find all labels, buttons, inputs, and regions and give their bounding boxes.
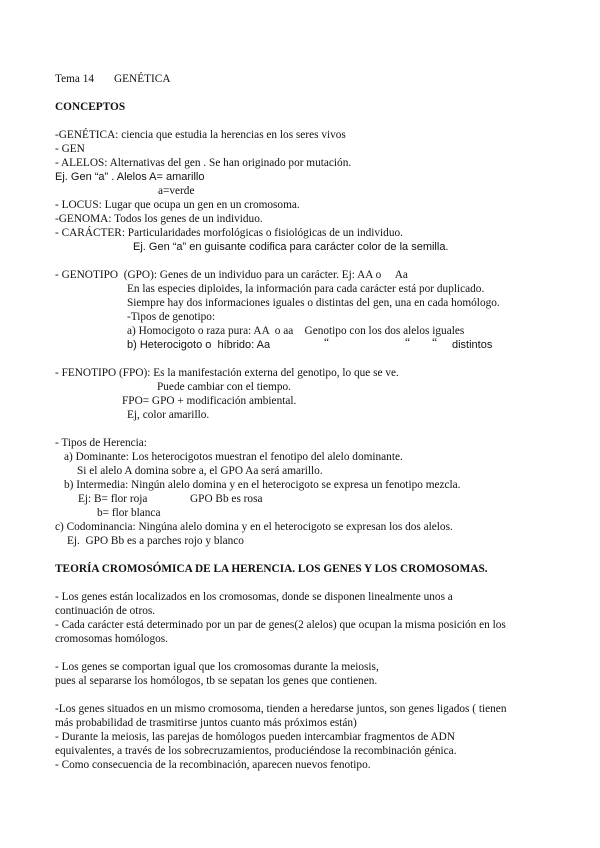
ditto-mark-3: “	[432, 337, 438, 349]
genotipo-distintos: distintos	[452, 339, 493, 351]
herencia-dominante: a) Dominante: Los heterocigotos muestran el fenotipo del alelo dominante.	[64, 451, 403, 463]
section-heading-conceptos: CONCEPTOS	[55, 101, 126, 113]
def-genoma: -GENOMA: Todos los genes de un individuo.	[55, 213, 263, 225]
example-gen: Ej. Gen “a” . Alelos A= amarillo	[55, 171, 205, 183]
section-heading-teoria: TEORÍA CROMOSÓMICA DE LA HERENCIA. LOS GENES Y LOS CROMOSOMAS.	[55, 563, 488, 575]
def-fenotipo: - FENOTIPO (FPO): Es la manifestación externa del genotipo, lo que se ve.	[55, 367, 399, 379]
fenotipo-line-1: Puede cambiar con el tiempo.	[157, 381, 291, 393]
herencia-intermedia-gpo: GPO Bb es rosa	[190, 493, 263, 505]
genotipo-line-2: Siempre hay dos informaciones iguales o distintas del gen, una en cada homólogo.	[127, 297, 500, 309]
example-gen-verde: a=verde	[158, 185, 195, 197]
herencia-heading: - Tipos de Herencia:	[55, 437, 147, 449]
ditto-mark-2: “	[405, 337, 411, 349]
topic-number: Tema 14	[55, 73, 95, 85]
herencia-dominante-ej: Si el alelo A domina sobre a, el GPO Aa será amarillo.	[77, 465, 323, 477]
teoria-p5-line1: - Durante la meiosis, las parejas de homólogos pueden intercambiar fragmentos de ADN	[55, 731, 455, 743]
example-caracter: Ej. Gen “a” en guisante codifica para carácter color de la semilla.	[133, 241, 449, 253]
fenotipo-line-3: Ej, color amarillo.	[127, 409, 210, 421]
genotipo-line-1: En las especies diploides, la información para cada carácter está por duplicado.	[127, 283, 485, 295]
herencia-intermedia-blanca: b= flor blanca	[97, 507, 161, 519]
ditto-mark-1: “	[324, 337, 330, 349]
herencia-intermedia: b) Intermedia: Ningún alelo domina y en el heterocigoto se expresa un fenotipo mezcla.	[64, 479, 461, 491]
herencia-codominancia-ej: Ej. GPO Bb es a parches rojo y blanco	[67, 535, 244, 547]
teoria-p6: - Como consecuencia de la recombinación, aparecen nuevos fenotipo.	[55, 759, 371, 771]
teoria-p4-line2: más probabilidad de trasmitirse juntos cuanto más próximos están)	[55, 717, 357, 729]
teoria-p1-line1: - Los genes están localizados en los cromosomas, donde se disponen linealmente unos a	[55, 591, 453, 603]
def-gen: - GEN	[55, 143, 85, 155]
teoria-p2-line1: - Cada carácter está determinado por un par de genes(2 alelos) que ocupan la misma posición en los	[55, 619, 506, 631]
def-alelos: - ALELOS: Alternativas del gen . Se han originado por mutación.	[55, 157, 352, 169]
genotipo-line-3: -Tipos de genotipo:	[127, 311, 216, 323]
genotipo-homocigoto: a) Homocigoto o raza pura: AA o aa Genotipo con los dos alelos iguales	[127, 325, 465, 337]
fenotipo-line-2: FPO= GPO + modificación ambiental.	[122, 395, 297, 407]
def-caracter: - CARÁCTER: Particularidades morfológicas o fisiológicas de un individuo.	[55, 227, 403, 239]
herencia-codominancia: c) Codominancia: Ningúna alelo domina y en el heterocigoto se expresan los dos alelos.	[55, 521, 453, 533]
topic-title: GENÉTICA	[114, 73, 171, 85]
def-locus: - LOCUS: Lugar que ocupa un gen en un cromosoma.	[55, 199, 300, 211]
teoria-p4-line1: -Los genes situados en un mismo cromosoma, tienden a heredarse juntos, son genes ligados ( tienen	[55, 703, 507, 715]
teoria-p2-line2: cromosomas homólogos.	[55, 633, 168, 645]
teoria-p1-line2: continuación de otros.	[55, 605, 156, 617]
teoria-p5-line2: equivalentes, a través de los sobrecruzamientos, produciéndose la recombinación génica.	[55, 745, 457, 757]
def-genotipo: - GENOTIPO (GPO): Genes de un individuo para un carácter. Ej: AA o Aa	[55, 269, 408, 281]
teoria-p3-line2: pues al separarse los homólogos, tb se sepatan los genes que contienen.	[55, 675, 378, 687]
herencia-intermedia-ej: Ej: B= flor roja	[78, 493, 148, 505]
genotipo-heterocigoto: b) Heterocigoto o híbrido: Aa	[127, 339, 271, 351]
teoria-p3-line1: - Los genes se comportan igual que los cromosomas durante la meiosis,	[55, 661, 379, 673]
def-genetica: -GENÉTICA: ciencia que estudia la herencias en los seres vivos	[55, 129, 346, 141]
